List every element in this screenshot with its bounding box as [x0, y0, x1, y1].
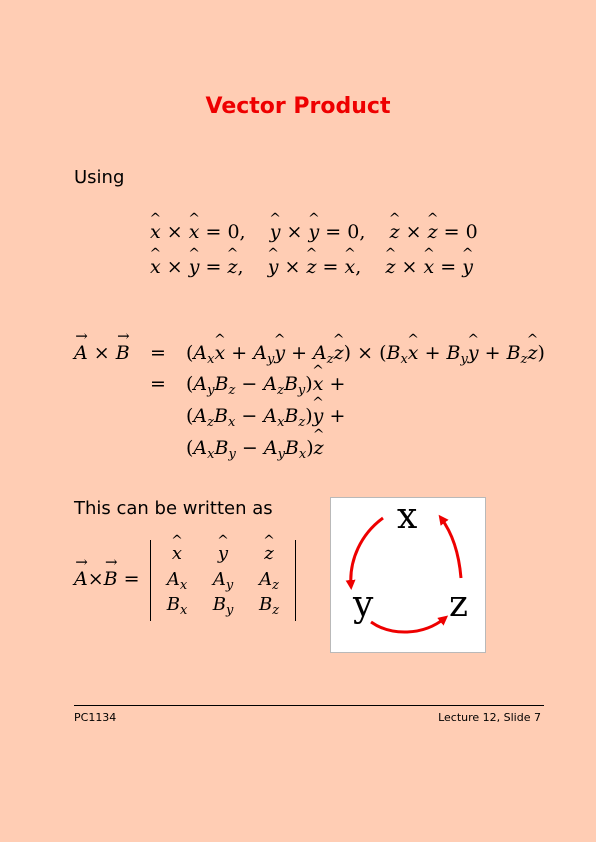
arrow-x-to-y: [351, 518, 383, 586]
expansion-line-4: $(A_xB_y - A_yB_x)z$ ^: [186, 437, 324, 459]
matrix-cell-bx: $B_x$: [166, 594, 188, 618]
expansion-line-2: $(A_yB_z - A_zB_y)x$ ^ +: [186, 373, 345, 395]
expansion-line-3: $(A_zB_x - A_xB_z)y$ ^ +: [186, 405, 345, 427]
cross-product-lhs: A → × B →: [74, 342, 130, 364]
footer-rule: [74, 705, 544, 706]
arrow-z-to-x: [441, 518, 461, 578]
diagram-label-z: z: [449, 584, 468, 625]
footer-course-code: PC1134: [74, 711, 117, 724]
cyclic-order-svg: [331, 498, 485, 652]
arrow-y-to-z: [371, 618, 445, 632]
footer-slide-number: Lecture 12, Slide 7: [438, 711, 541, 724]
matrix-cell-bz: $B_z$: [258, 594, 280, 618]
matrix-cell-ay: $A_y$: [212, 569, 234, 593]
slide-title: Vector Product: [205, 94, 391, 119]
using-label: Using: [74, 167, 125, 188]
matrix-cell-ax: $A_x$: [166, 569, 188, 593]
written-as-label: This can be written as: [74, 498, 273, 519]
determinant-lhs: A →×B → =: [74, 568, 140, 590]
expansion-line-1: ($A_xx$ ^ + $A_yy$ ^ + $A_zz$ ^) × ($B_xx$ ^ + $B_yy$ ^ + $B_zz$ ^): [186, 342, 545, 364]
matrix-cell-az: $A_z$: [259, 569, 279, 593]
diagram-label-y: y: [353, 584, 374, 625]
determinant-matrix: [150, 540, 296, 621]
cyclic-order-diagram: [330, 497, 486, 653]
unit-vector-rules-row-2: x ^ × y ^ = z ^, y ^ × z ^ = x ^, z ^ × x ^ = y ^: [150, 256, 473, 278]
diagram-label-x: x: [397, 498, 418, 537]
equals-sign-2: =: [150, 373, 166, 395]
matrix-cell-by: $B_y$: [212, 594, 234, 618]
matrix-cell-y-hat: y ^: [201, 543, 245, 564]
equals-sign-1: =: [150, 342, 166, 364]
unit-vector-rules-row-1: x ^ × x ^ = 0, y ^ × y ^ = 0, z ^ × z ^ = 0: [150, 221, 478, 243]
matrix-cell-x-hat: x ^: [155, 543, 199, 564]
matrix-cell-z-hat: z ^: [247, 543, 291, 564]
